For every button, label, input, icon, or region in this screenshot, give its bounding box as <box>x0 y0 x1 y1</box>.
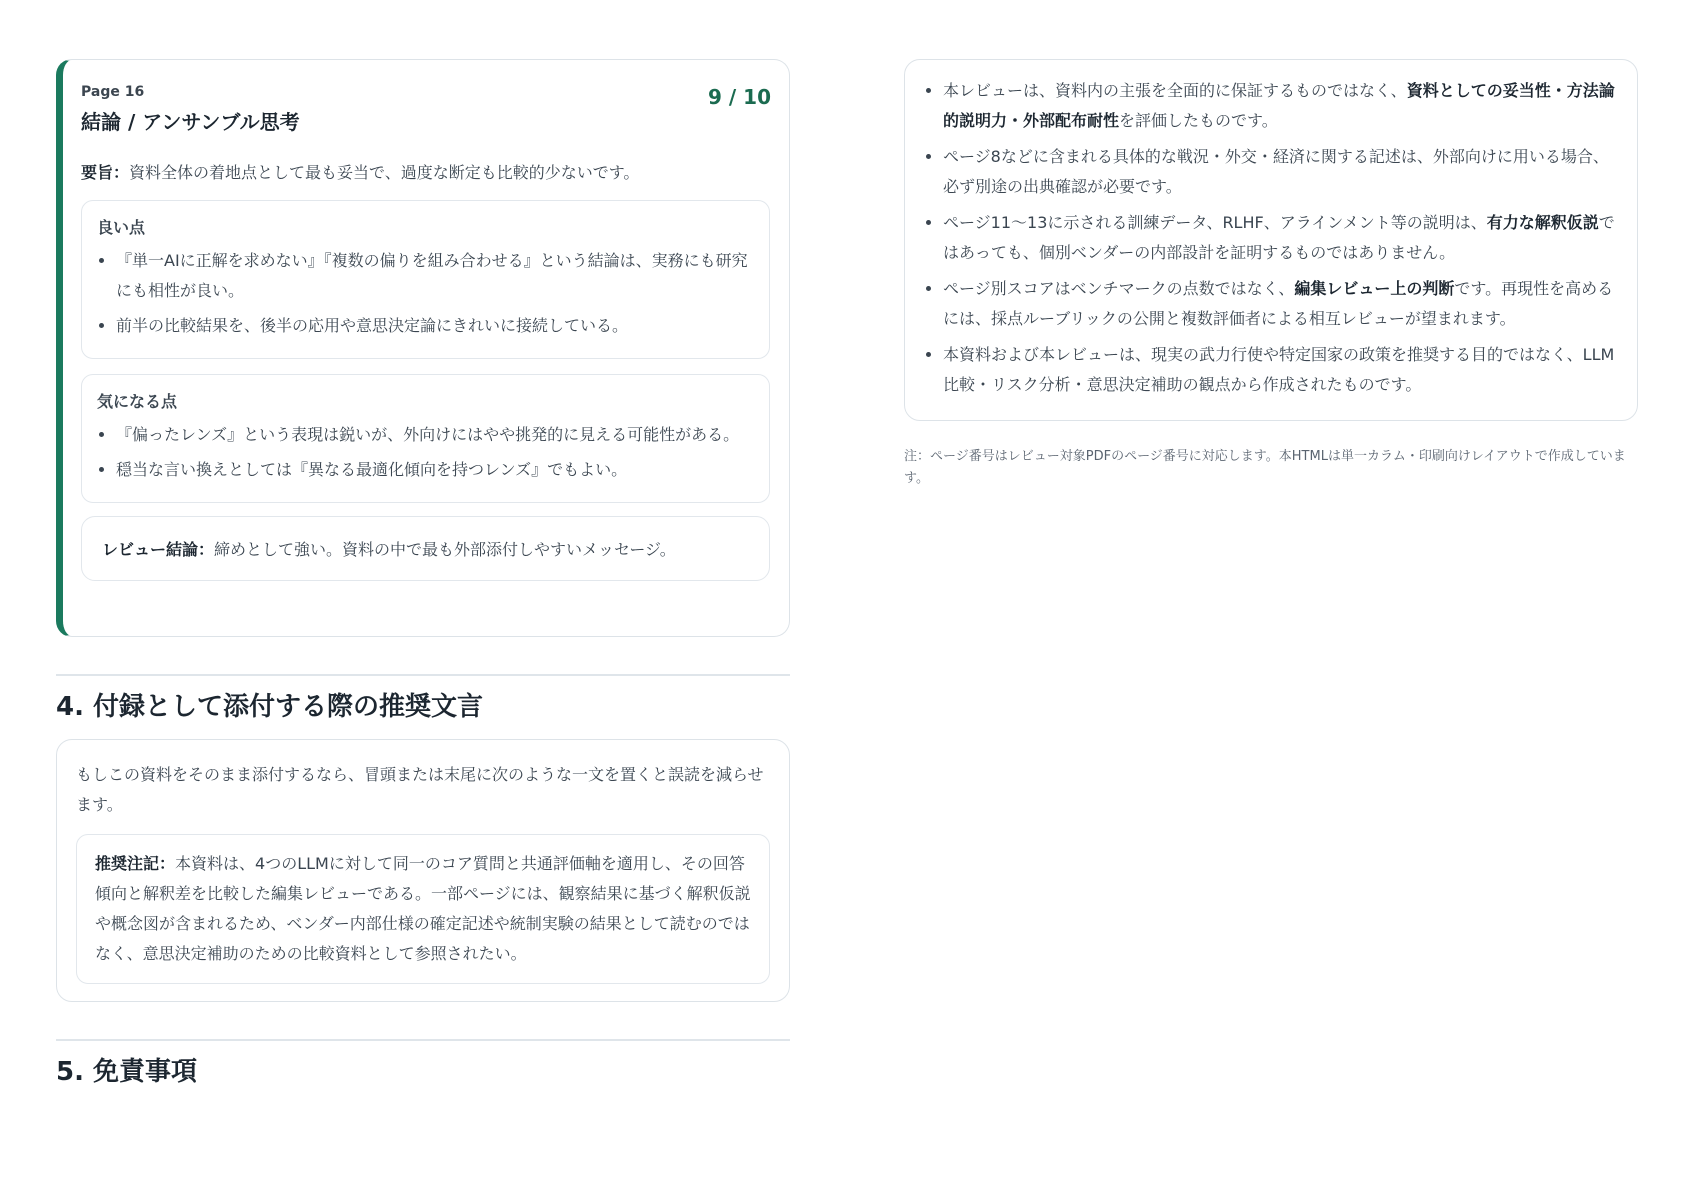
list-item: • ページ8などに含まれる具体的な戦況・外交・経済に関する記述は、外部向けに用いる場合、必ず別途の出典確認が必要です。 <box>943 142 1617 202</box>
recommended-note-box <box>76 834 770 984</box>
section-divider <box>56 1039 790 1041</box>
disclaimer-text: 本レビューは、資料内の主張を全面的に保証するものではなく、 <box>943 81 1407 100</box>
page-review-card <box>56 59 790 637</box>
disclaimer-text: ページ11〜13に示される訓練データ、RLHF、アラインメント等の説明は、 <box>943 213 1487 232</box>
disclaimer-text: です。再現性を高めるには、採点ルーブリックの公開と複数評価者による相互レビューが望まれます。 <box>943 279 1614 328</box>
list-item <box>943 76 1617 136</box>
summary-text: 資料全体の着地点として最も妥当で、過度な断定も比較的少ないです。 <box>129 163 640 182</box>
page-title: 結論 / アンサンブル思考 <box>81 110 300 134</box>
list-item <box>943 208 1617 268</box>
concern-points-title: 気になる点 <box>97 392 178 411</box>
list-item: • 『単一AIに正解を求めない』『複数の偏りを組み合わせる』という結論は、実務にも研究にも相性が良い。 <box>116 246 753 306</box>
section-heading-4: 4. 付録として添付する際の推奨文言 <box>56 692 484 722</box>
disclaimer-text: ではあっても、個別ベンダーの内部設計を証明するものではありません。 <box>943 213 1615 262</box>
footnote: 注：ページ番号はレビュー対象PDFのページ番号に対応します。本HTMLは単一カラム・印刷向けレイアウトで作成しています。 <box>904 449 1626 486</box>
review-verdict <box>81 516 770 581</box>
list-item: • 本資料および本レビューは、現実の武力行使や特定国家の政策を推奨する目的ではなく、LLM比較・リスク分析・意思決定補助の観点から作成されたものです。 <box>943 340 1617 400</box>
recommended-note-label: 推奨注記： <box>95 854 176 873</box>
list-item: • 前半の比較結果を、後半の応用や意思決定論にきれいに接続している。 <box>116 311 753 341</box>
right-column <box>904 59 1638 490</box>
summary-label: 要旨： <box>81 163 130 182</box>
list-item: • 『偏ったレンズ』という表現は鋭いが、外向けにはやや挑発的に見える可能性がある。 <box>116 420 753 450</box>
recommendation-intro: もしこの資料をそのまま添付するなら、冒頭または末尾に次のような一文を置くと誤読を減らせます。 <box>76 765 764 814</box>
good-points-card <box>81 200 770 359</box>
summary <box>81 161 770 185</box>
disclaimer-list <box>921 76 1617 400</box>
concern-points-card <box>81 374 770 503</box>
recommended-note-text: 本資料は、4つのLLMに対して同一のコア質問と共通評価軸を適用し、その回答傾向と解釈差を比較した編集レビューである。一部ページには、観察結果に基づく解釈仮説や概念図が含まれるため、ベンダー内部仕様の確定記述や統制実験の結果として読むのではなく、意思決定補助のための比較資料として参照されたい。 <box>95 854 751 963</box>
disclaimer-card <box>904 59 1638 421</box>
page-label: Page 16 <box>81 84 145 100</box>
concern-points-list <box>97 420 753 485</box>
section-divider <box>56 674 790 676</box>
verdict-label: レビュー結論： <box>102 540 215 559</box>
list-item <box>943 274 1617 334</box>
good-points-list <box>97 246 753 341</box>
good-points-title: 良い点 <box>97 218 146 237</box>
disclaimer-emphasis: 有力な解釈仮説 <box>1486 213 1599 232</box>
disclaimer-text: ページ別スコアはベンチマークの点数ではなく、 <box>943 279 1295 298</box>
score-badge: 9 / 10 <box>708 85 771 109</box>
disclaimer-text: を評価したものです。 <box>1119 111 1278 130</box>
recommendation-card <box>56 739 790 1002</box>
verdict-text: 締めとして強い。資料の中で最も外部添付しやすいメッセージ。 <box>214 540 676 559</box>
left-column <box>56 59 790 1088</box>
disclaimer-emphasis: 編集レビュー上の判断 <box>1294 279 1455 298</box>
disclaimer-emphasis: 資料としての妥当性・方法論的説明力・外部配布耐性 <box>943 81 1615 130</box>
list-item: • 穏当な言い換えとしては『異なる最適化傾向を持つレンズ』でもよい。 <box>116 455 753 485</box>
section-heading-5: 5. 免責事項 <box>56 1057 198 1087</box>
